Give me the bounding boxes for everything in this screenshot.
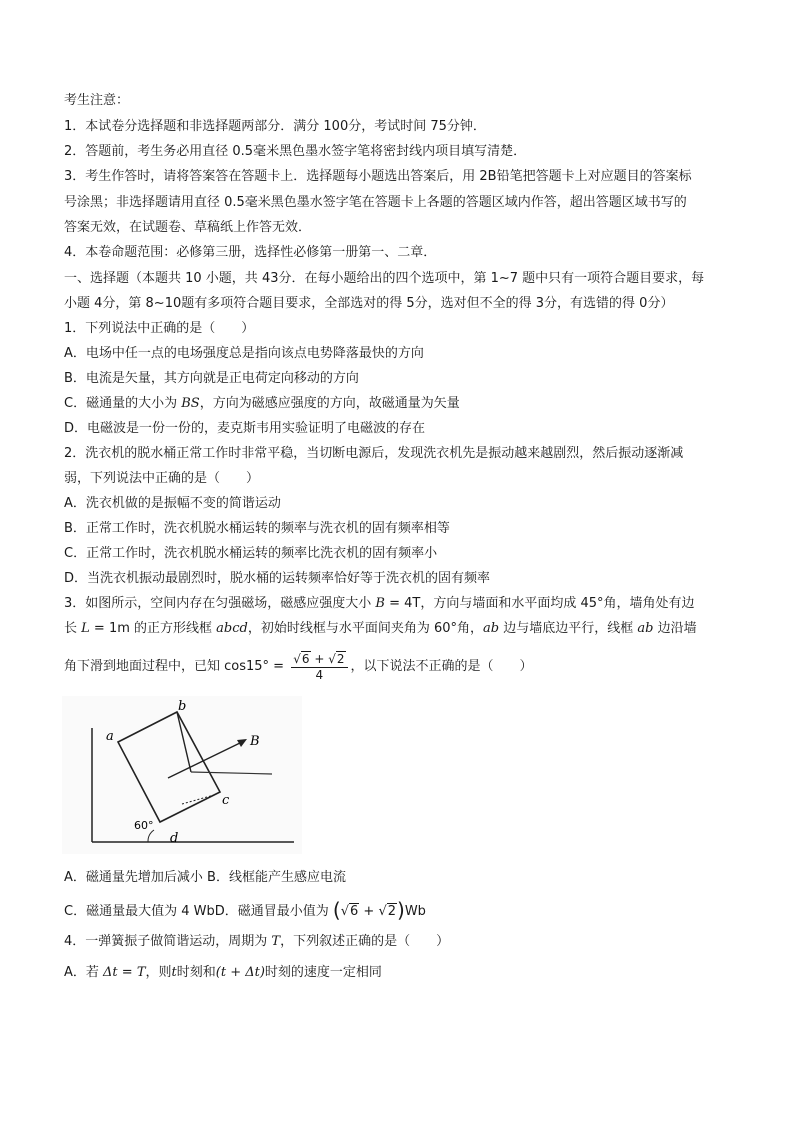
q2-stem-line-2: 弱，下列说法中正确的是（ ）: [64, 471, 260, 486]
notice-heading: 考生注意：: [64, 93, 130, 108]
label-a: a: [106, 729, 114, 744]
q3-l2-text-2: = 1m 的正方形线框: [89, 621, 217, 636]
label-c: c: [222, 793, 230, 808]
q2-option-d: D．当洗衣机振动最剧烈时，脱水桶的运转频率恰好等于洗衣机的固有频率: [64, 571, 491, 586]
q3-l2-var-ab-2: ab: [637, 621, 654, 636]
q4-a-expr: (t + Δt): [215, 965, 265, 980]
cos15-fraction: $\frac{√6 + √2}{4}$: [291, 651, 347, 683]
q3-d-root-6: 6: [349, 904, 359, 919]
q1-c-text-2: ，方向为磁感应强度的方向，故磁通量为矢量: [199, 396, 460, 411]
q1-option-d: D．电磁波是一份一份的，麦克斯韦用实验证明了电磁波的存在: [64, 421, 426, 436]
q3-l3-text-2: ，以下说法不正确的是（ ）: [350, 659, 533, 674]
angle-label: 60°: [134, 819, 154, 832]
q1-option-b: B．电流是矢量，其方向就是正电荷定向移动的方向: [64, 371, 359, 386]
q3-l3-text-1: 角下滑到地面过程中，已知 cos15° =: [64, 659, 289, 674]
q2-option-c: C．正常工作时，洗衣机脱水桶运转的频率比洗衣机的固有频率小: [64, 546, 438, 561]
q4-option-a: [64, 964, 734, 982]
q3-l2-var-l: L: [81, 621, 90, 636]
label-b: b: [178, 699, 187, 714]
q4-a-text-1: A．若: [64, 965, 104, 980]
label-field-b: B: [250, 734, 260, 749]
q4-text-2: ，下列叙述正确的是（ ）: [280, 934, 450, 949]
q3-l1-var-b: B: [375, 596, 385, 611]
q4-stem: [64, 933, 734, 951]
q4-a-text-2: ，则: [145, 965, 172, 980]
wall-frame-diagram: [62, 696, 302, 854]
q4-a-text-4: 时刻的速度一定相同: [264, 965, 382, 980]
q4-text-1: 4．一弹簧振子做简谐运动，周期为: [64, 934, 272, 949]
q4-a-var-t-small: t: [171, 965, 177, 980]
q3-options-cd: C．磁通量最大值为 4 WbD．磁通冒最小值为 (√6 + √2)Wb: [64, 898, 426, 922]
q3-l2-var-ab-1: ab: [483, 621, 500, 636]
q3-l2-text-1: 长: [64, 621, 82, 636]
q4-a-var-t: T: [136, 965, 146, 980]
q3-l1-text-1: 3．如图所示，空间内存在匀强磁场，磁感应强度大小: [64, 596, 376, 611]
q2-option-b: B．正常工作时，洗衣机脱水桶运转的频率与洗衣机的固有频率相等: [64, 521, 450, 536]
q2-option-a: A．洗衣机做的是振幅不变的简谐运动: [64, 496, 281, 511]
q3-stem-line-3: [64, 650, 734, 684]
q3-l2-var-abcd: abcd: [216, 621, 248, 636]
q1-option-a: A．电场中任一点的电场强度总是指向该点电势降落最快的方向: [64, 346, 424, 361]
notice-item-2: 2．答题前，考生务必用直径 0.5毫米黑色墨水签字笔将密封线内项目填写清楚．: [64, 144, 527, 159]
q1-c-text-1: C．磁通量的大小为: [64, 396, 182, 411]
q1-c-var: BS: [181, 396, 200, 411]
label-d: d: [170, 831, 179, 846]
notice-item-3-line-3: 答案无效，在试题卷、草稿纸上作答无效．: [64, 220, 312, 235]
q3-l2-text-5: 边沿墙: [653, 621, 697, 636]
q3-figure: [62, 696, 302, 854]
q4-a-text-3: 时刻和: [176, 965, 216, 980]
frac-root-2: 2: [336, 651, 345, 666]
q3-l1-text-2: = 4T，方向与墙面和水平面均成 45°角，墙角处有边: [384, 596, 695, 611]
frac-root-6: 6: [301, 651, 310, 666]
frac-denominator: 4: [315, 667, 324, 682]
q3-c-text: C．磁通量最大值为 4 WbD．磁通冒最小值为: [64, 904, 333, 919]
q4-var-t: T: [271, 934, 281, 949]
notice-item-1: 1．本试卷分选择题和非选择题两部分．满分 100分，考试时间 75分钟．: [64, 119, 486, 134]
q3-d-plus: +: [359, 904, 379, 919]
q2-stem-line-1: 2．洗衣机的脱水桶正常工作时非常平稳，当切断电源后，发现洗衣机先是振动越来越剧烈，然后振动逐渐减: [64, 446, 684, 461]
q3-stem-line-2: [64, 620, 734, 638]
q3-stem-line-1: [64, 595, 734, 613]
q4-a-eq: =: [117, 965, 137, 980]
notice-item-3-line-2: 号涂黑；非选择题请用直径 0.5毫米黑色墨水签字笔在答题卡上各题的答题区域内作答，超出答题区域书写的: [64, 195, 687, 210]
section-heading-line-2: 小题 4分，第 8~10题有多项符合题目要求，全部选对的得 5分，选对但不全的得 3分，有选错的得 0分）: [64, 296, 674, 311]
q3-l2-text-3: ，初始时线框与水平面间夹角为 60°角，: [247, 621, 484, 636]
q4-a-var-dt: Δt: [103, 965, 118, 980]
frac-plus: +: [310, 651, 329, 666]
q1-option-c: [64, 395, 734, 413]
notice-item-4: 4．本卷命题范围：必修第三册，选择性必修第一册第一、二章．: [64, 245, 437, 260]
q1-stem: 1．下列说法中正确的是（ ）: [64, 321, 255, 336]
section-heading-line-1: 一、选择题（本题共 10 小题，共 43分．在每小题给出的四个选项中，第 1~7 题中只有一项符合题目要求，每: [64, 271, 705, 286]
notice-item-3-line-1: 3．考生作答时，请将答案答在答题卡上．选择题每小题选出答案后，用 2B铅笔把答题卡上对应题目的答案标: [64, 169, 692, 184]
q3-l2-text-4: 边与墙底边平行，线框: [499, 621, 638, 636]
q3-d-root-2: 2: [387, 904, 397, 919]
q3-options-ab: A．磁通量先增加后减小 B．线框能产生感应电流: [64, 870, 346, 885]
q3-d-unit: Wb: [404, 904, 426, 919]
